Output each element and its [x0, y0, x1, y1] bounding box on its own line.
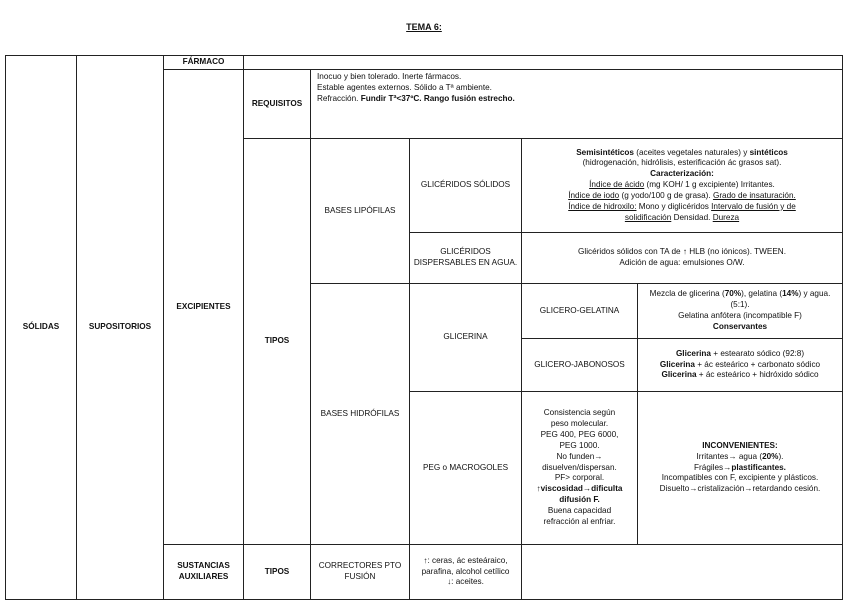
cell-sustancias-auxiliares — [163, 544, 244, 600]
gd-line-1: Glicéridos sólidos con TA de ↑ HLB (no iónicos). TWEEN. — [578, 247, 786, 257]
gj-line-2 — [641, 360, 839, 371]
gs-hidrox: Índice de hidroxilo: — [568, 201, 637, 211]
cell-correctores-text: CORRECTORES PTO FUSIÓN — [318, 561, 402, 581]
peg-line-6: disuelven/dispersan. — [542, 462, 617, 472]
cell-glicerina-text: GLICERINA — [443, 332, 488, 342]
gs-iodo-rest: (g yodo/100 g de grasa). — [619, 190, 713, 200]
peg-line-9: refracción al enfriar. — [543, 516, 616, 526]
cell-gliceridos-dispersables-text: GLICÉRIDOS DISPERSABLES EN AGUA. — [413, 247, 518, 267]
peg-line-1: Consistencia según — [543, 408, 616, 418]
gs-densidad: Densidad. — [671, 212, 713, 222]
gg-line-1 — [641, 289, 839, 311]
cell-requisitos-content — [310, 69, 843, 139]
peg-line-4: PEG 1000. — [559, 440, 600, 450]
cell-bases-lipofilas — [310, 138, 410, 284]
cell-glicero-jabonosos-desc — [637, 338, 843, 392]
cell-gliceridos-solidos-desc — [521, 138, 843, 233]
gs-line-iodo — [525, 191, 839, 202]
peg-line-5: No funden→ — [556, 451, 603, 461]
peg-in1: Irritantes→ agua ( — [696, 451, 763, 461]
cell-gliceridos-solidos-text: GLICÉRIDOS SÓLIDOS — [420, 180, 511, 190]
cell-gliceridos-dispersables-desc — [521, 232, 843, 284]
gs-semi: Semisintéticos — [576, 147, 634, 157]
cell-correctores-empty — [521, 544, 843, 600]
cell-requisitos-label-text: REQUISITOS — [251, 98, 303, 108]
gs-line-hidrox — [525, 202, 839, 213]
gs-line-acido — [525, 180, 839, 191]
requisitos-line-1: Inocuo y bien tolerado. Inerte fármacos. — [317, 72, 462, 81]
cell-peg — [409, 391, 522, 545]
cell-farmaco — [163, 55, 244, 70]
gd-line-2: Adición de agua: emulsiones O/W. — [619, 258, 745, 267]
gg-line-2: Gelatina anfótera (incompatible F) — [678, 311, 802, 320]
peg-in-3: Incompatibles con F, excipiente y plásticos. — [661, 473, 819, 483]
cell-bases-hidrofilas-text: BASES HIDRÓFILAS — [320, 408, 400, 418]
peg-in1b: 20% — [762, 451, 779, 461]
peg-line-3: PEG 400, PEG 6000, — [540, 430, 619, 440]
cell-farmaco-text: FÁRMACO — [182, 57, 225, 67]
requisitos-refraccion-bold: Fundir Tª<37ºC. Rango fusión estrecho. — [360, 93, 515, 103]
page-title: TEMA 6: — [406, 22, 442, 32]
cell-glicero-gelatina — [521, 283, 638, 339]
cell-solidas — [5, 55, 77, 600]
cell-glicero-gelatina-text: GLICERO-GELATINA — [539, 305, 620, 315]
requisitos-line-2: Estable agentes externos. Sólido a Tª ambiente. — [317, 82, 492, 92]
gs-line-1 — [525, 148, 839, 159]
gs-semi-rest: (aceites vegetales naturales) y — [633, 147, 750, 157]
gs-intervalo: Intervalo de fusión y de — [711, 201, 796, 211]
cell-gliceridos-dispersables — [409, 232, 522, 284]
gj-glicerina-1: Glicerina — [675, 348, 711, 358]
cell-glicero-jabonosos-text: GLICERO-JABONOSOS — [534, 359, 625, 369]
cell-excipientes — [163, 69, 244, 545]
cell-tipos — [243, 138, 311, 545]
cell-supositorios — [76, 55, 164, 600]
cell-tipos-2-text: TIPOS — [264, 566, 290, 576]
cell-bases-lipofilas-text: BASES LIPÓFILAS — [324, 205, 396, 215]
gj-glicerina-3: Glicerina — [661, 370, 697, 380]
peg-in-2 — [648, 463, 832, 474]
gj-line-3 — [641, 370, 839, 381]
gs-acido: Índice de ácido — [589, 180, 645, 190]
peg-line-2: peso molecular. — [550, 419, 609, 429]
cell-tipos-2 — [243, 544, 311, 600]
cell-peg-props — [521, 391, 638, 545]
peg-line-8: Buena capacidad — [547, 505, 612, 515]
gj-line-1 — [641, 349, 839, 360]
peg-inconv-title: INCONVENIENTES: — [702, 440, 778, 450]
cell-solidas-text: SÓLIDAS — [22, 322, 60, 332]
cell-bases-hidrofilas — [310, 283, 410, 545]
gs-hidrox-rest: Mono y diglicéridos — [636, 201, 712, 211]
gj-l1: + estearato sódico (92:8) — [710, 348, 805, 358]
cell-glicerina — [409, 283, 522, 392]
peg-bold-1: ↑viscosidad→dificulta — [536, 484, 623, 494]
corr-line-2: ↓: aceites. — [447, 577, 484, 587]
cell-tipos-text: TIPOS — [264, 336, 290, 346]
gg-t2: ), gelatina ( — [741, 289, 783, 299]
peg-bold-2: difusión F. — [559, 495, 600, 505]
peg-in2: Frágiles→ — [694, 462, 732, 472]
cell-supositorios-text: SUPOSITORIOS — [88, 322, 152, 332]
gs-acido-rest: (mg KOH/ 1 g excipiente) Irritantes. — [644, 180, 775, 190]
gs-dureza: Dureza — [712, 212, 740, 222]
corr-line-1: ↑: ceras, ác esteáraico, parafina, alcohol cetílico — [421, 555, 510, 576]
gs-iodo: Índice de iodo — [568, 190, 620, 200]
gj-l2: + ác esteárico + carbonato sódico — [694, 359, 821, 369]
gg-t3: ) y agua. (5:1). — [730, 289, 831, 310]
peg-in-1 — [648, 452, 832, 463]
gs-insat: Grado de insaturación. — [712, 190, 796, 200]
gg-t1: Mezcla de glicerina ( — [649, 289, 725, 299]
cell-glicero-gelatina-desc — [637, 283, 843, 339]
gs-caract: Caracterización: — [650, 169, 714, 179]
cell-excipientes-text: EXCIPIENTES — [176, 301, 231, 311]
peg-in-4: Disuelto→cristalización→retardando cesión. — [659, 484, 821, 494]
gs-line-solid — [525, 213, 839, 224]
gg-t2b: 14% — [782, 289, 799, 299]
cell-farmaco-empty — [243, 55, 843, 70]
peg-line-7: PF> corporal. — [554, 473, 605, 483]
gs-sint: sintéticos — [749, 147, 788, 157]
cell-sustancias-text: SUSTANCIAS AUXILIARES — [177, 561, 230, 581]
gg-conservantes: Conservantes — [712, 321, 768, 331]
cell-requisitos-label — [243, 69, 311, 139]
cell-correctores-desc — [409, 544, 522, 600]
cell-correctores — [310, 544, 410, 600]
requisitos-refraccion: Refracción. — [317, 93, 359, 103]
cell-peg-inconvenientes — [637, 391, 843, 545]
gs-line-2: (hidrogenación, hidrólisis, esterificación ác grasos sat). — [582, 158, 782, 168]
requisitos-line-3 — [317, 94, 839, 105]
cell-gliceridos-solidos — [409, 138, 522, 233]
gs-solid: solidificación — [624, 212, 672, 222]
gj-l3: + ác esteárico + hidróxido sódico — [696, 370, 819, 380]
gj-glicerina-2: Glicerina — [659, 359, 695, 369]
peg-in1c: ). — [778, 451, 784, 461]
gg-t1b: 70% — [724, 289, 742, 299]
cell-glicero-jabonosos — [521, 338, 638, 392]
cell-peg-text: PEG o MACROGOLES — [422, 462, 509, 472]
peg-in2b: plastificantes. — [731, 462, 786, 472]
